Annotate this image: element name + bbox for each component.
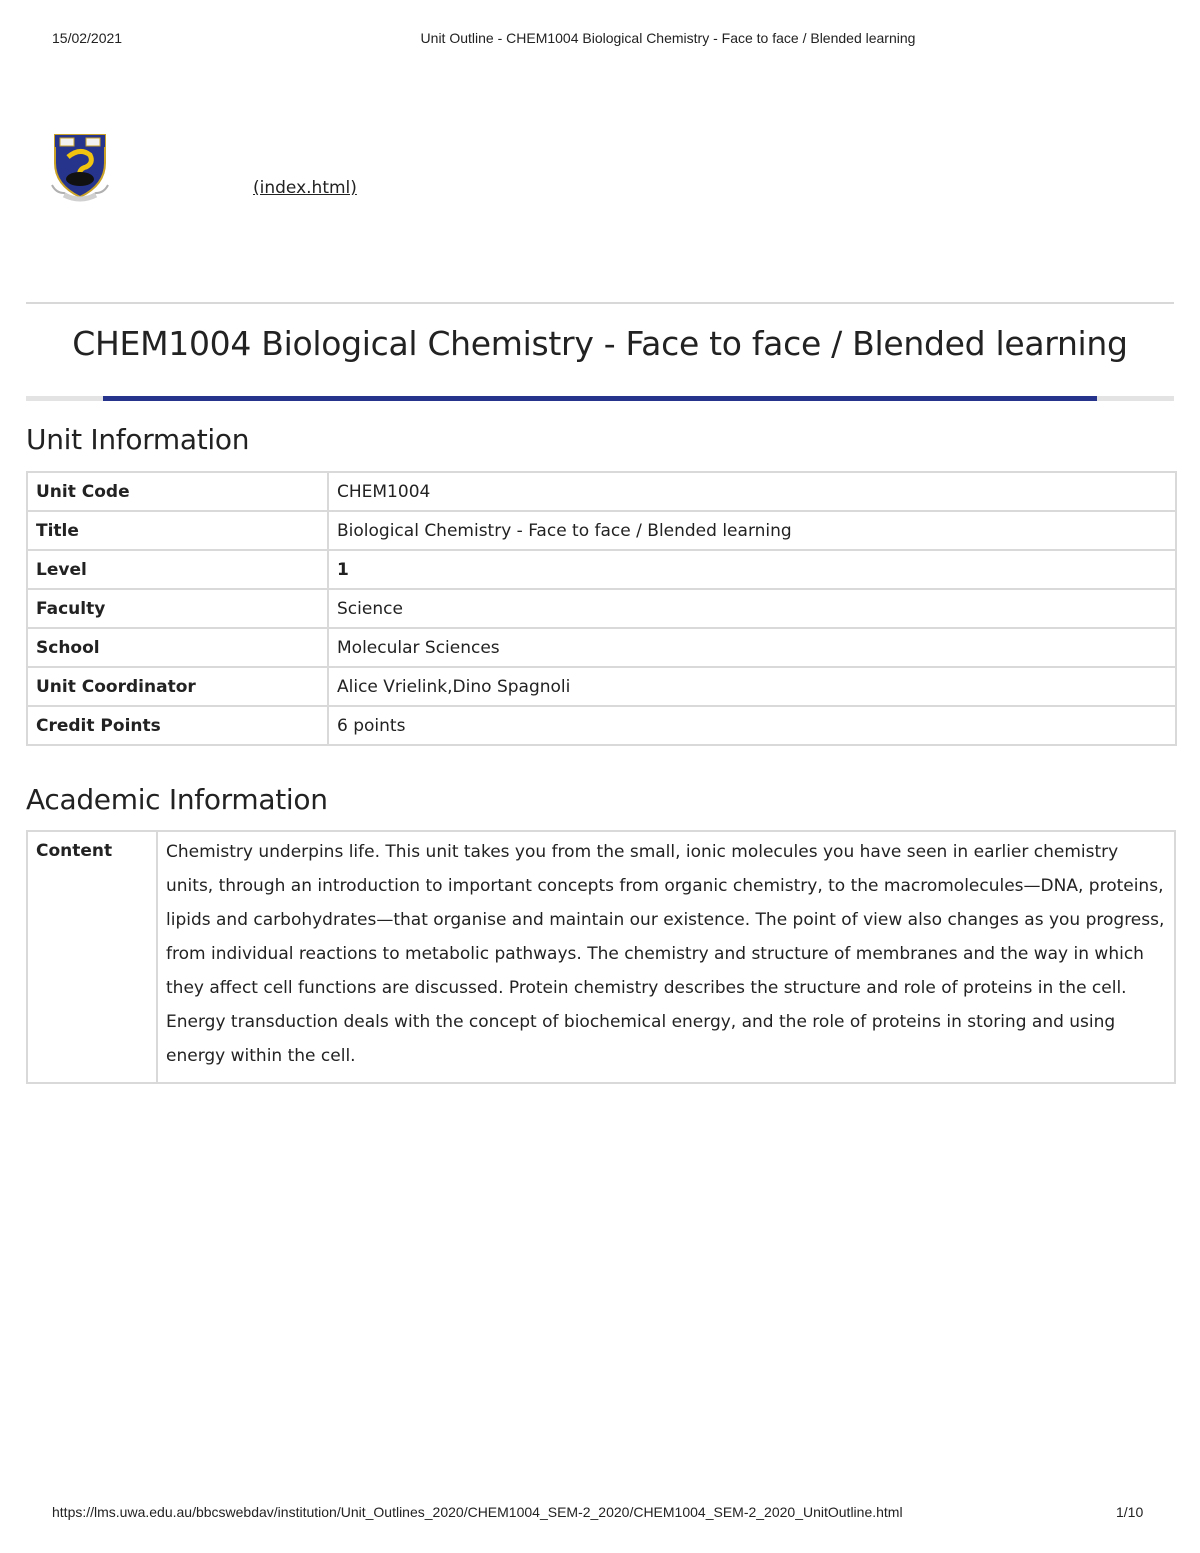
row-value: Alice Vrielink,Dino Spagnoli xyxy=(328,667,1176,706)
row-value: 6 points xyxy=(328,706,1176,745)
page-number: 1/10 xyxy=(1116,1504,1144,1520)
unit-information-table xyxy=(26,471,1177,746)
print-header xyxy=(0,28,1200,48)
index-link[interactable]: (index.html) xyxy=(253,178,357,198)
row-label: Unit Code xyxy=(27,472,328,511)
table-row xyxy=(27,589,1176,628)
print-date: 15/02/2021 xyxy=(52,30,123,46)
table-row xyxy=(27,667,1176,706)
university-crest-icon[interactable] xyxy=(50,133,114,205)
row-label: Level xyxy=(27,550,328,589)
table-row xyxy=(27,831,1175,1083)
row-value: Biological Chemistry - Face to face / Blended learning xyxy=(328,511,1176,550)
academic-information-heading: Academic Information xyxy=(26,783,328,816)
divider xyxy=(26,302,1174,304)
row-label: School xyxy=(27,628,328,667)
table-row xyxy=(27,472,1176,511)
row-value: CHEM1004 xyxy=(328,472,1176,511)
table-row xyxy=(27,550,1176,589)
academic-information-table xyxy=(26,830,1176,1084)
row-value: 1 xyxy=(328,550,1176,589)
row-value: Molecular Sciences xyxy=(328,628,1176,667)
table-row xyxy=(27,706,1176,745)
unit-information-heading: Unit Information xyxy=(26,423,250,456)
row-label: Title xyxy=(27,511,328,550)
print-document-title: Unit Outline - CHEM1004 Biological Chemistry - Face to face / Blended learning xyxy=(420,30,916,46)
row-label: Credit Points xyxy=(27,706,328,745)
title-accent-bar xyxy=(103,396,1097,401)
table-row xyxy=(27,628,1176,667)
row-value: Science xyxy=(328,589,1176,628)
page-title: CHEM1004 Biological Chemistry - Face to face / Blended learning xyxy=(72,324,1128,363)
table-row xyxy=(27,511,1176,550)
content-description: Chemistry underpins life. This unit takes you from the small, ionic molecules you have seen in earlier chemistry units, through an introduction to important concepts from organic chemistry, to the macromolecules—DNA, proteins, lipids and carbohydrates—that organise and maintain our existence. The point of view also changes as you progress, from individual reactions to metabolic pathways. The chemistry and structure of membranes and the way in which they affect cell functions are discussed. Protein chemistry describes the structure and role of proteins in the cell. Energy transduction deals with the concept of biochemical energy, and the role of proteins in storing and using energy within the cell. xyxy=(157,831,1175,1083)
row-label: Unit Coordinator xyxy=(27,667,328,706)
row-label: Faculty xyxy=(27,589,328,628)
page-url: https://lms.uwa.edu.au/bbcswebdav/institution/Unit_Outlines_2020/CHEM1004_SEM-2_2020/CHEM1004_SEM-2_2020_UnitOutline.html xyxy=(52,1504,903,1520)
row-label: Content xyxy=(27,831,157,1083)
